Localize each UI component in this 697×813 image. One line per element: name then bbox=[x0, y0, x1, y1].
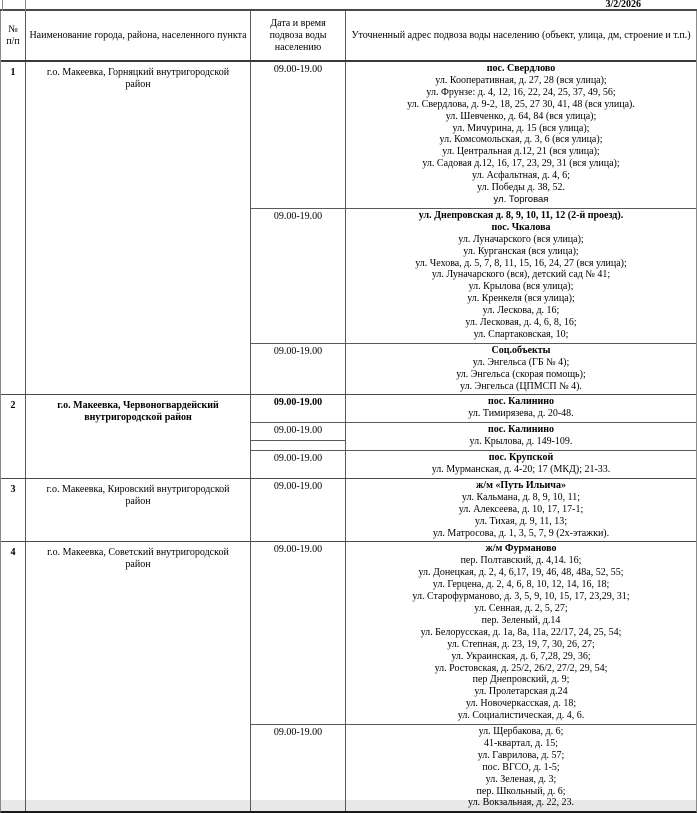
time-cell bbox=[251, 479, 346, 542]
address-line: ж/м Фурманово bbox=[485, 543, 557, 555]
schedule-subrow bbox=[251, 450, 696, 478]
address-line: ул. Асфальтная, д. 4, 6; bbox=[472, 170, 570, 182]
district-name-cell: г.о. Макеевка, Кировский внутригородской район bbox=[26, 479, 251, 542]
subrows-column bbox=[251, 542, 696, 811]
table-row bbox=[1, 62, 696, 394]
address-line: ул. Спартаковская, 10; bbox=[473, 328, 569, 340]
address-line: ул. Энгельса (ГБ № 4); bbox=[472, 356, 570, 368]
table-row bbox=[1, 394, 696, 477]
address-line: пос. ВГСО, д. 1-5; bbox=[482, 761, 560, 773]
table-row bbox=[1, 478, 696, 542]
address-line: ул. Тихая, д. 9, 11, 13; bbox=[474, 515, 568, 527]
schedule-subrow bbox=[251, 395, 696, 422]
address-line: пер. Полтавский, д. 4,14. 16; bbox=[460, 555, 582, 567]
time-label: 09.00-19.00 bbox=[273, 480, 323, 492]
address-line: ул. Матросова, д. 1, 3, 5, 7, 9 (2х-этажки). bbox=[432, 527, 610, 539]
time-cell bbox=[251, 542, 346, 724]
address-cell bbox=[346, 451, 696, 478]
address-line: 41-квартал, д. 15; bbox=[484, 737, 558, 749]
address-line: пос. Свердлово bbox=[486, 63, 556, 74]
address-line: ул. Мичурина, д. 15 (вся улица); bbox=[452, 122, 590, 134]
address-line: ул. Энгельса (скорая помощь); bbox=[456, 368, 586, 380]
address-line: ул. Алексеева, д. 10, 17, 17-1; bbox=[458, 503, 584, 515]
schedule-subrow bbox=[251, 208, 696, 343]
address-line: ул. Энгельса (ЦПМСП № 4). bbox=[460, 380, 582, 392]
address-line: ул. Социалистическая, д. 4, 6. bbox=[457, 710, 585, 722]
address-line: ул. Лесковая, д. 4, 6, 8, 16; bbox=[465, 317, 577, 329]
address-cell bbox=[346, 209, 696, 343]
time-label: 09.00-19.00 bbox=[273, 544, 323, 556]
address-line: ул. Комсомольская, д. 3, 6 (вся улица); bbox=[439, 134, 603, 146]
row-number-cell: 3 bbox=[1, 479, 26, 542]
address-line: ул. Луначарского (вся улица); bbox=[458, 233, 584, 245]
address-cell bbox=[346, 62, 696, 208]
address-line: ул. Украинская, д. 6, 7,28, 29, 36; bbox=[451, 650, 591, 662]
address-line: ул. Вокзальная, д. 22, 23. bbox=[468, 797, 574, 809]
time-cell bbox=[251, 725, 346, 811]
address-line: ул. Герцена, д. 2, 4, 6, 8, 10, 12, 14, 16, 18; bbox=[432, 579, 610, 591]
time-cell bbox=[251, 62, 346, 208]
time-cell bbox=[251, 209, 346, 343]
address-line: ул. Днепровская д. 8, 9, 10, 11, 12 (2-й проезд). bbox=[418, 209, 624, 221]
document-date: 3/2/2026 bbox=[605, 0, 641, 10]
address-line: ул. Шевченко, д. 64, 84 (вся улица); bbox=[445, 110, 597, 122]
address-line: ул. Садовая д.12, 16, 17, 23, 29, 31 (вся улица); bbox=[422, 158, 620, 170]
address-cell bbox=[346, 479, 696, 542]
address-line: ул. Донецкая, д. 2, 4, 6,17, 19, 46, 48, 48а, 52, 55; bbox=[418, 567, 624, 579]
address-line: ул. Пролетарская д.24 bbox=[474, 686, 568, 698]
address-line: ул. Гаврилова, д. 57; bbox=[477, 749, 565, 761]
time-label: 09.00-19.00 bbox=[273, 64, 323, 75]
schedule-subrow bbox=[251, 62, 696, 208]
address-line: ул. Лескова, д. 16; bbox=[482, 305, 560, 317]
address-line: ул. Луначарского (вся), детский сад № 41; bbox=[431, 269, 611, 281]
address-line: ул. Победы д. 38, 52. bbox=[477, 182, 565, 194]
address-line: пос. Калинино bbox=[487, 396, 555, 408]
time-cell bbox=[251, 344, 346, 395]
time-cell bbox=[251, 423, 346, 450]
header-name: Наименование города, района, населенного пункта bbox=[26, 11, 251, 60]
address-line: ул. Фрунзе: д. 4, 12, 16, 22, 24, 25, 37, 49, 56; bbox=[426, 86, 616, 98]
address-line: ул. Сенная, д. 2, 5, 27; bbox=[474, 602, 568, 614]
time-cell bbox=[251, 395, 346, 422]
schedule-subrow bbox=[251, 343, 696, 395]
header-time: Дата и время подвоза воды населению bbox=[251, 11, 346, 60]
address-cell bbox=[346, 395, 696, 422]
address-cell bbox=[346, 725, 696, 811]
schedule-subrow bbox=[251, 542, 696, 724]
address-line: пер. Зеленый, д.14 bbox=[481, 614, 561, 626]
address-cell bbox=[346, 423, 696, 450]
district-name-cell: г.о. Макеевка, Горняцкий внутригородской район bbox=[26, 62, 251, 394]
address-cell bbox=[346, 344, 696, 395]
column-border-segment bbox=[2, 0, 3, 11]
address-line: ж/м «Путь Ильича» bbox=[476, 479, 566, 491]
address-line: пер Днепровский, д. 9; bbox=[472, 674, 570, 686]
address-line: ул. Тимирязева, д. 20-48. bbox=[468, 408, 574, 420]
time-cell bbox=[251, 451, 346, 478]
address-line: пос. Крупской bbox=[488, 452, 554, 464]
address-line: ул. Кооперативная, д. 27, 28 (вся улица); bbox=[435, 74, 607, 86]
subrows-column bbox=[251, 479, 696, 542]
address-line: ул. Старофурманово, д. 3, 5, 9, 10, 15, 17, 23,29, 31; bbox=[412, 591, 630, 603]
address-line: ул. Кренкеля (вся улица); bbox=[467, 293, 575, 305]
subrows-column bbox=[251, 62, 696, 394]
address-line: ул. Мурманская, д. 4-20; 17 (МКД); 21-33. bbox=[431, 464, 611, 475]
address-line: ул. Щербакова, д. 6; bbox=[478, 726, 564, 738]
header-num: № п/п bbox=[1, 11, 26, 60]
address-line: ул. Центральная д.12, 21 (вся улица); bbox=[442, 146, 600, 158]
row-number-cell: 4 bbox=[1, 542, 26, 811]
schedule-subrow bbox=[251, 724, 696, 811]
schedule-subrow bbox=[251, 422, 696, 450]
district-name-cell: г.о. Макеевка, Советский внутригородской район bbox=[26, 542, 251, 811]
address-line: ул. Зеленая, д. 3; bbox=[485, 773, 557, 785]
address-line: ул. Новочеркасская, д. 18; bbox=[465, 698, 577, 710]
address-line: пос. Калинино bbox=[487, 424, 555, 436]
row-number-cell: 1 bbox=[1, 62, 26, 394]
address-line: ул. Чехова, д. 5, 7, 8, 11, 15, 16, 24, 27 (вся улица); bbox=[415, 257, 627, 269]
address-line: ул. Белорусская, д. 1а, 8а, 11а, 22/17, 24, 25, 54; bbox=[420, 626, 622, 638]
table-header-row bbox=[1, 11, 696, 62]
address-line: пос. Чкалова bbox=[491, 221, 551, 233]
time-label: 09.00-19.00 bbox=[273, 453, 323, 465]
address-line: ул. Ростовская, д. 25/2, 26/2, 27/2, 29, 54; bbox=[434, 662, 608, 674]
address-line: пер. Школьный, д. 6; bbox=[476, 785, 566, 797]
time-label: 09.00-19.00 bbox=[273, 345, 323, 357]
table-row bbox=[1, 541, 696, 811]
time-label: 09.00-19.00 bbox=[273, 727, 323, 739]
header-address: Уточненный адрес подвоза воды населению (объект, улица, дм, строение и т.п.) bbox=[351, 29, 691, 41]
address-line: ул. Крылова, д. 149-109. bbox=[469, 436, 573, 448]
address-line: ул. Свердлова, д. 9-2, 18, 25, 27 30, 41, 48 (вся улица). bbox=[407, 98, 635, 110]
address-line: ул. Крылова (вся улица); bbox=[468, 281, 574, 293]
top-partial-row bbox=[0, 0, 697, 11]
row-number-cell: 2 bbox=[1, 395, 26, 477]
schedule-table bbox=[0, 11, 697, 813]
address-line: ул. Курганская (вся улица); bbox=[463, 245, 579, 257]
time-label: 09.00-19.00 bbox=[273, 210, 323, 222]
address-line: ул. Торговая bbox=[493, 193, 549, 205]
column-border-segment bbox=[25, 0, 26, 11]
schedule-subrow bbox=[251, 479, 696, 542]
table-body bbox=[1, 62, 696, 811]
time-label: 09.00-19.00 bbox=[273, 397, 323, 409]
address-cell bbox=[346, 542, 696, 724]
address-line: ул. Кальмана, д. 8, 9, 10, 11; bbox=[461, 491, 581, 503]
address-line: ул. Степная, д. 23, 19, 7, 30, 26, 27; bbox=[447, 638, 595, 650]
district-name-cell: г.о. Макеевка, Червоногвардейский внутригородской район bbox=[26, 395, 251, 477]
subrows-column bbox=[251, 395, 696, 477]
time-label: 09.00-19.00 bbox=[251, 425, 345, 441]
address-line: Соц.объекты bbox=[491, 344, 551, 356]
